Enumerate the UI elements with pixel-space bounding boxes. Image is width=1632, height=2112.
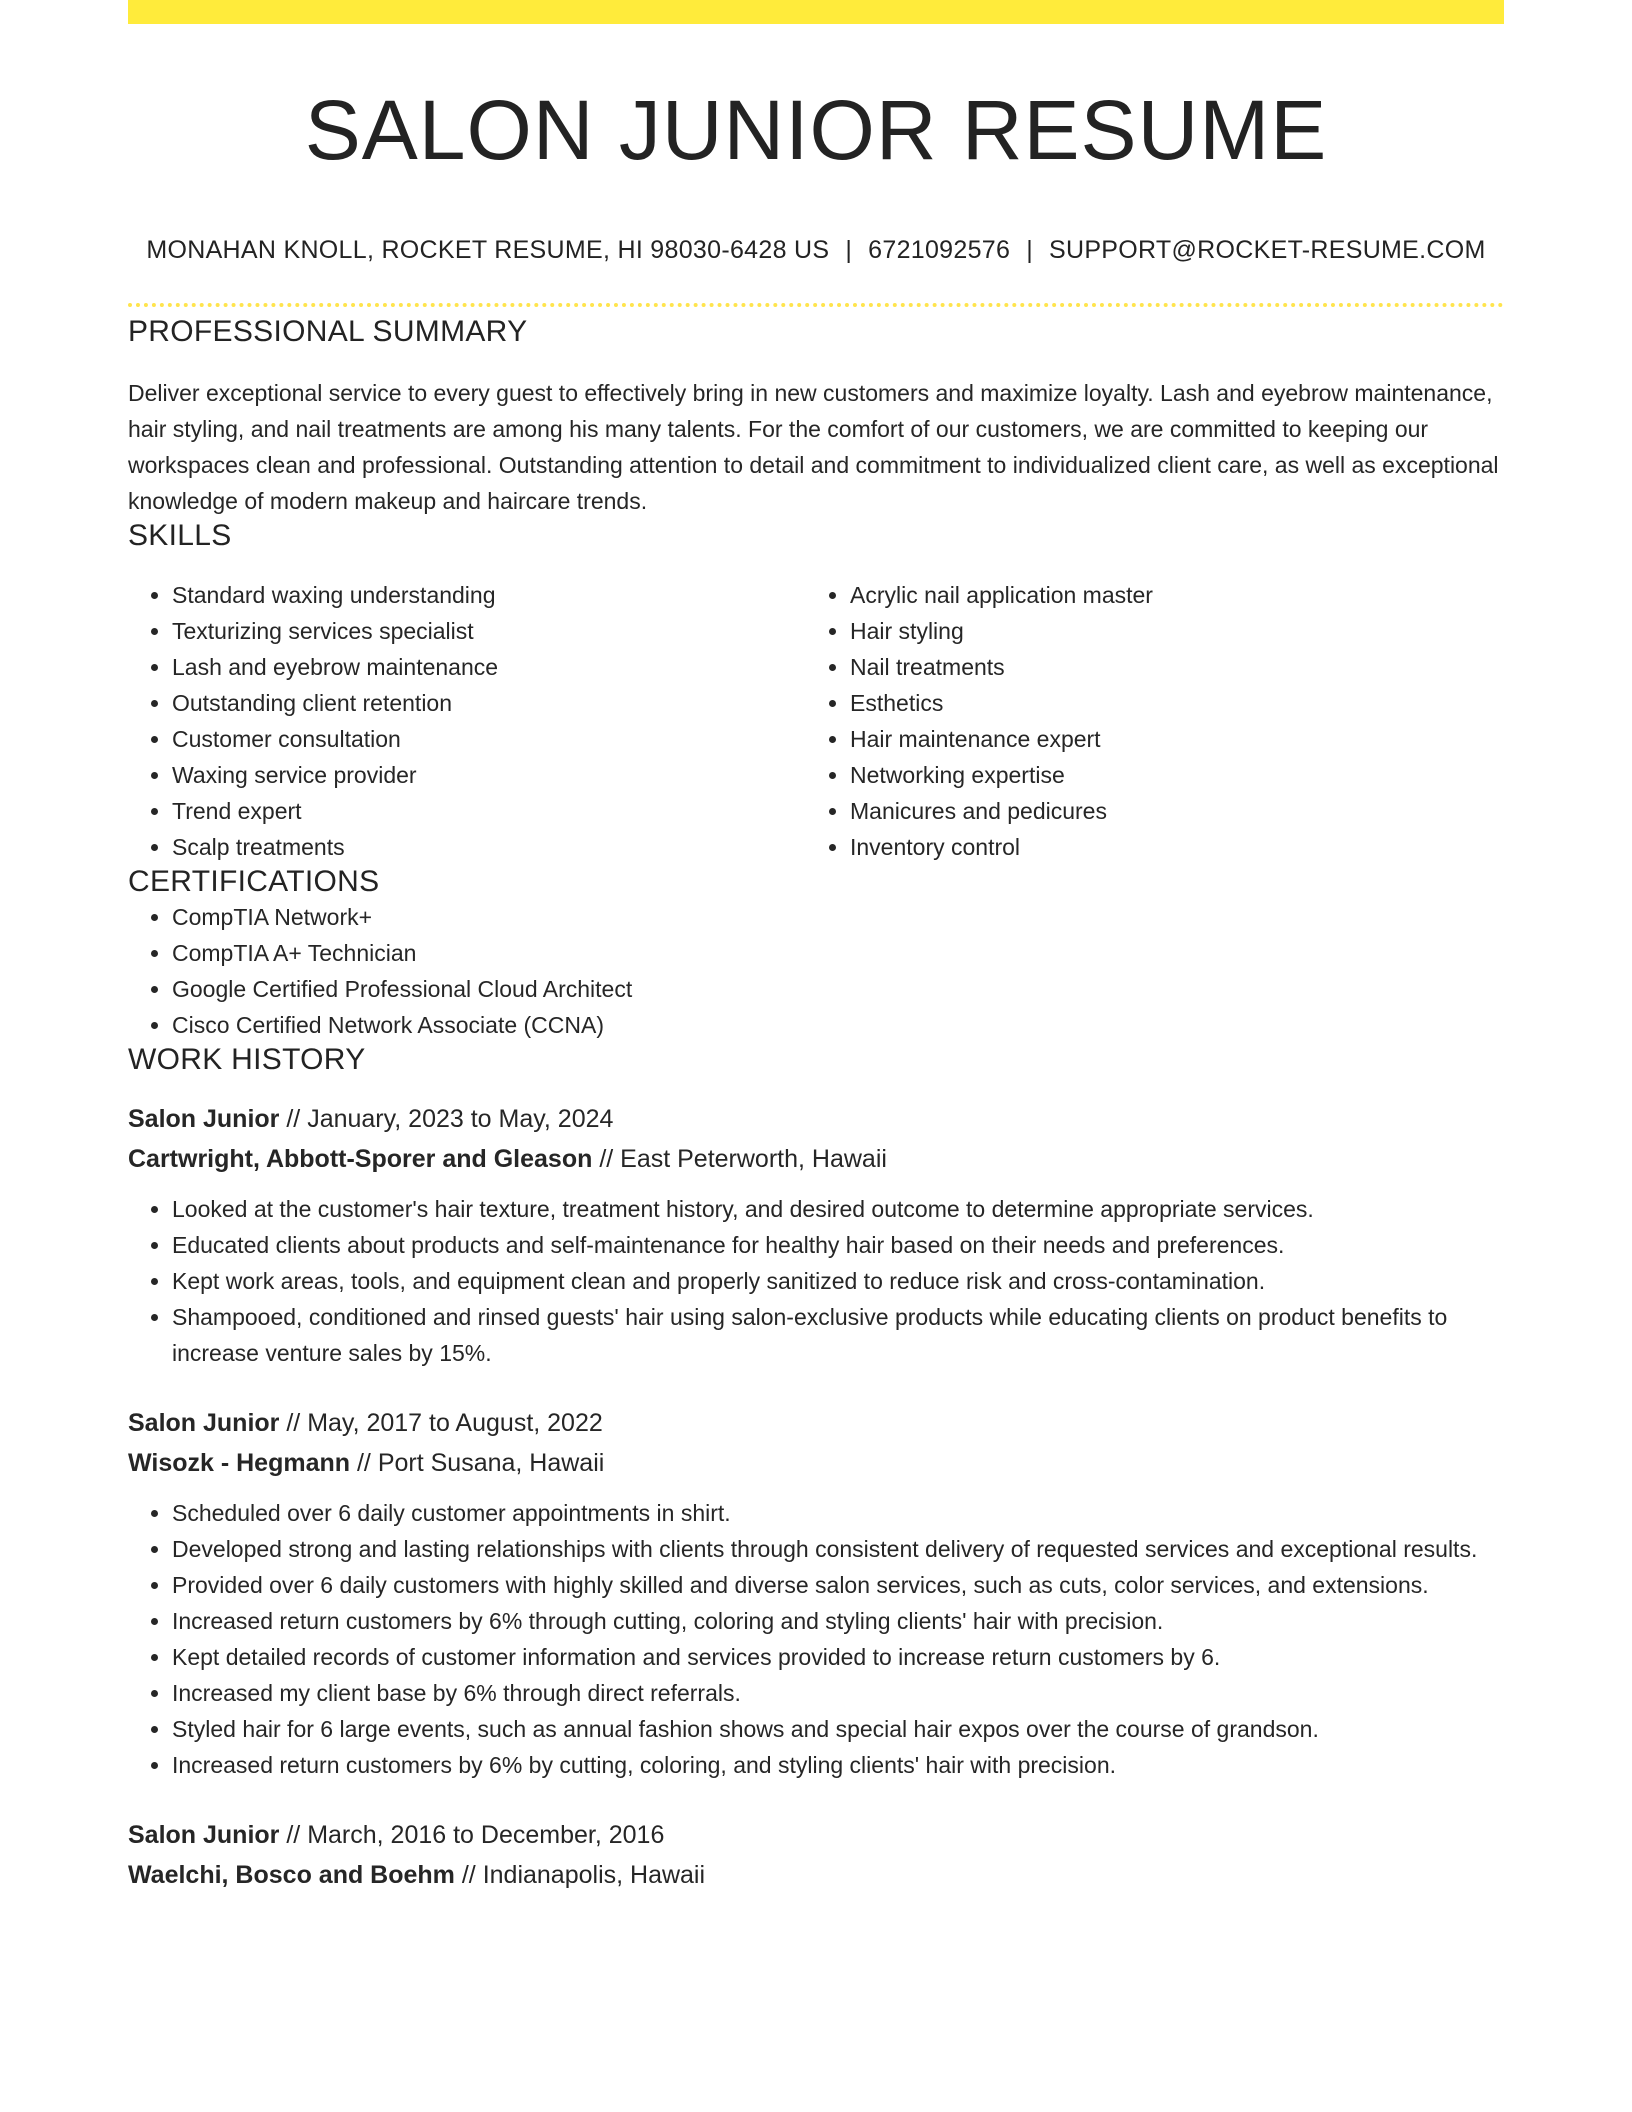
list-item: • Standard waxing understanding [172,577,806,613]
list-item: • Google Certified Professional Cloud Architect [172,971,1504,1007]
accent-top-bar [128,0,1504,24]
list-item: • Texturizing services specialist [172,613,806,649]
list-item: • Provided over 6 daily customers with highly skilled and diverse salon services, such as cuts, color services, and extensions. [172,1567,1504,1603]
job-company: Waelchi, Bosco and Boehm [128,1861,455,1890]
summary-text: Deliver exceptional service to every guest to effectively bring in new customers and maximize loyalty. Lash and eyebrow maintenance, hair styling, and nail treatments are among his many talents. For the comfort of our customers, we are committed to keeping our workspaces clean and professional. Outstanding attention to detail and commitment to individualized client care, as well as exceptional knowledge of modern makeup and haircare trends. [128,380,1499,515]
job-company: Cartwright, Abbott-Sporer and Gleason [128,1145,593,1174]
job-dates: // March, 2016 to December, 2016 [279,1821,665,1850]
resume-title: SALON JUNIOR RESUME [304,83,1328,177]
skills-list-right [806,577,1484,865]
contact-line [128,236,1504,265]
list-item: • Cisco Certified Network Associate (CCNA) [172,1007,1504,1043]
job-title: Salon Junior [128,1409,280,1438]
list-item: • Waxing service provider [172,757,806,793]
list-item: • Networking expertise [850,757,1484,793]
resume-page [128,0,1504,1895]
list-item: • Increased return customers by 6% through cutting, coloring and styling clients' hair with precision. [172,1603,1504,1639]
list-item: • Esthetics [850,685,1484,721]
contact-separator: | [1026,236,1033,265]
list-item: • Scheduled over 6 daily customer appointments in shirt. [172,1495,1504,1531]
list-item: • Acrylic nail application master [850,577,1484,613]
work-history-list [128,1099,1504,1895]
list-item: • Hair styling [850,613,1484,649]
list-item: • Inventory control [850,829,1484,865]
job-company-line [128,1443,1504,1483]
job-entry [128,1403,1504,1783]
list-item: • Looked at the customer's hair texture, treatment history, and desired outcome to determine appropriate services. [172,1191,1504,1227]
job-location: // Indianapolis, Hawaii [454,1861,706,1890]
section-heading-certifications: CERTIFICATIONS [128,865,380,899]
contact-address: MONAHAN KNOLL, ROCKET RESUME, HI 98030-6428 US [146,236,830,265]
section-heading-skills: SKILLS [128,519,232,553]
list-item: • CompTIA Network+ [172,899,1504,935]
job-company-line [128,1855,1504,1895]
job-title-line [128,1403,1504,1443]
skills-list-left [128,577,806,865]
list-item: • Manicures and pedicures [850,793,1484,829]
list-item: • Customer consultation [172,721,806,757]
list-item: • Styled hair for 6 large events, such as annual fashion shows and special hair expos over the course of grandson. [172,1711,1504,1747]
section-heading-summary: PROFESSIONAL SUMMARY [128,315,528,349]
list-item: • Shampooed, conditioned and rinsed guests' hair using salon-exclusive products while educating clients on product benefits to increase venture sales by 15%. [172,1299,1504,1371]
job-entry [128,1099,1504,1371]
job-location: // Port Susana, Hawaii [350,1449,605,1478]
job-title: Salon Junior [128,1105,280,1134]
list-item: • Increased return customers by 6% by cutting, coloring, and styling clients' hair with precision. [172,1747,1504,1783]
list-item: • Kept work areas, tools, and equipment clean and properly sanitized to reduce risk and cross-contamination. [172,1263,1504,1299]
list-item: • Educated clients about products and self-maintenance for healthy hair based on their needs and preferences. [172,1227,1504,1263]
job-entry [128,1815,1504,1895]
list-item: • Kept detailed records of customer information and services provided to increase return customers by 6. [172,1639,1504,1675]
contact-phone: 6721092576 [868,236,1011,265]
job-dates: // May, 2017 to August, 2022 [279,1409,603,1438]
header-divider [128,303,1504,307]
job-title-line [128,1099,1504,1139]
list-item: • CompTIA A+ Technician [172,935,1504,971]
job-location: // East Peterworth, Hawaii [592,1145,887,1174]
list-item: • Increased my client base by 6% through direct referrals. [172,1675,1504,1711]
job-dates: // January, 2023 to May, 2024 [279,1105,614,1134]
list-item: • Developed strong and lasting relationships with clients through consistent delivery of requested services and exceptional results. [172,1531,1504,1567]
list-item: • Outstanding client retention [172,685,806,721]
list-item: • Trend expert [172,793,806,829]
job-company-line [128,1139,1504,1179]
job-bullets [128,1191,1504,1371]
job-bullets [128,1495,1504,1783]
list-item: • Lash and eyebrow maintenance [172,649,806,685]
job-title-line [128,1815,1504,1855]
skills-columns [128,577,1504,865]
list-item: • Nail treatments [850,649,1484,685]
list-item: • Hair maintenance expert [850,721,1484,757]
certifications-list [128,899,1504,1043]
job-company: Wisozk - Hegmann [128,1449,351,1478]
job-title: Salon Junior [128,1821,280,1850]
contact-separator: | [845,236,853,265]
list-item: • Scalp treatments [172,829,806,865]
contact-email: SUPPORT@ROCKET-RESUME.COM [1049,236,1486,265]
section-heading-work-history: WORK HISTORY [128,1043,366,1077]
